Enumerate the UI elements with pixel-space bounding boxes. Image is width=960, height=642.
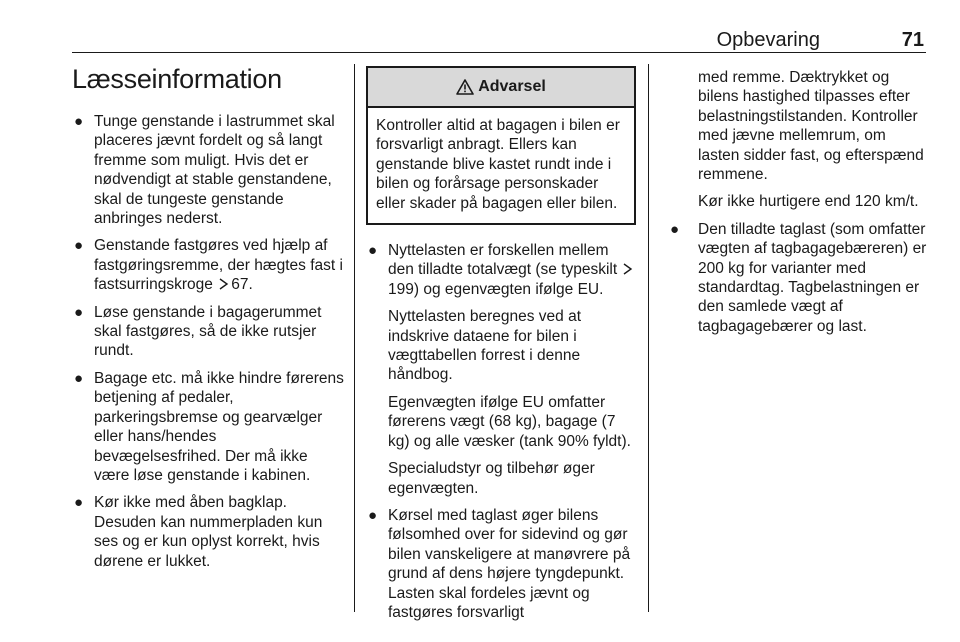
loading-info-list bbox=[72, 112, 344, 571]
page-number: 71 bbox=[901, 29, 924, 51]
page-reference-link[interactable]: 67. bbox=[231, 276, 253, 294]
bullet-icon: ● bbox=[74, 113, 84, 130]
page-reference-icon bbox=[217, 278, 229, 290]
list-item bbox=[72, 303, 344, 361]
warning-box bbox=[366, 66, 636, 225]
bullet-icon: ● bbox=[368, 242, 378, 260]
bullet-icon: ● bbox=[74, 369, 84, 387]
payload-definition bbox=[388, 241, 636, 299]
payload-list bbox=[366, 241, 636, 622]
payload-calculation: Nyttelasten beregnes ved at indskrive dataene for bilen i vægttabellen forrest i denne håndbog. bbox=[388, 308, 582, 384]
list-item-text: Kørsel med taglast øger bilens følsomhed over for sidevind og gør bilen vanskeligere at manøvrere på grund af dens højere tyngdepunkt. Lasten skal fordeles jævnt og fastgøres forsvarligt bbox=[388, 506, 631, 621]
bullet-icon: ● bbox=[368, 506, 378, 524]
list-item bbox=[366, 241, 636, 498]
accessories-info: Specialudstyr og tilbehør øger egenvægten. bbox=[388, 460, 595, 497]
list-item-text: Genstande fastgøres ved hjælp af fastgøringsremme, der hægtes fast i fastsurringskroge bbox=[94, 237, 343, 294]
column-divider-2 bbox=[648, 64, 649, 612]
column-1 bbox=[72, 60, 344, 579]
page-reference-link[interactable]: 199) og egenvægten ifølge EU. bbox=[388, 280, 604, 298]
section-title: Opbevaring bbox=[716, 29, 820, 51]
list-item-text: Løse genstande i bagagerummet skal fastgøres, så de ikke rutsjer rundt. bbox=[94, 303, 322, 360]
page-reference-icon bbox=[621, 263, 633, 275]
bullet-icon: ● bbox=[670, 220, 680, 238]
speed-limit-text: Kør ikke hurtigere end 120 km/t. bbox=[698, 193, 919, 211]
payload-definition-text: Nyttelasten er forskellen mellem den tilladte totalvægt (se typeskilt bbox=[388, 242, 618, 279]
warning-text: Kontroller altid at bagagen i bilen er forsvarligt anbragt. Ellers kan genstande blive kastet rundt inde i bilen og forårsage personskader eller skader på bagagen eller bilen. bbox=[376, 117, 620, 212]
list-item-text: Den tilladte taglast (som omfatter vægten af tagbagagebæreren) er 200 kg for varianter med standardtag. Tagbelastningen er den samlede vægt af tagbagagebærer og last. bbox=[698, 220, 927, 335]
list-item bbox=[660, 220, 930, 336]
heading-laesseinformation: Læsseinformation bbox=[72, 64, 282, 94]
bullet-icon: ● bbox=[74, 237, 84, 255]
list-item bbox=[72, 369, 344, 485]
list-item bbox=[72, 236, 344, 294]
page-header bbox=[0, 0, 960, 60]
list-item bbox=[366, 506, 636, 622]
kerb-weight-info: Egenvægten ifølge EU omfatter førerens vægt (68 kg), bagage (7 kg) og alle væsker (tank 90% fyldt). bbox=[388, 393, 631, 450]
warning-header bbox=[368, 68, 634, 108]
column-divider-1 bbox=[354, 64, 355, 612]
bullet-icon: ● bbox=[74, 494, 84, 512]
header-rule bbox=[72, 52, 926, 53]
column-3 bbox=[660, 68, 930, 344]
list-item bbox=[72, 112, 344, 228]
continued-text: med remme. Dæktrykket og bilens hastighed tilpasses efter belastningstilstanden. Kontroller med jævne mellemrum, om lasten sidder fast, og efterspænd remmene. bbox=[698, 69, 924, 184]
list-item bbox=[72, 493, 344, 571]
roof-load-list bbox=[660, 220, 930, 336]
list-item-text: Bagage etc. må ikke hindre førerens betjening af pedaler, parkeringsbremse og gearvælger eller hans/hendes bevægelsesfrihed. Der må ikke være løse genstande i kabinen. bbox=[94, 369, 344, 484]
warning-title: Advarsel bbox=[478, 78, 546, 96]
list-item-text: Tunge genstande i lastrummet skal placeres jævnt fordelt og så langt fremme som muligt. Hvis det er nødvendigt at stable genstandene, skal de tungeste genstande anbringes nederst. bbox=[94, 113, 335, 228]
column-2 bbox=[366, 60, 636, 630]
warning-triangle-icon bbox=[456, 79, 474, 95]
list-item-text: Kør ikke med åben bagklap. Desuden kan nummerpladen kun ses og er kun oplyst korrekt, hvis dørene er lukket. bbox=[94, 494, 323, 570]
bullet-icon: ● bbox=[74, 303, 84, 321]
